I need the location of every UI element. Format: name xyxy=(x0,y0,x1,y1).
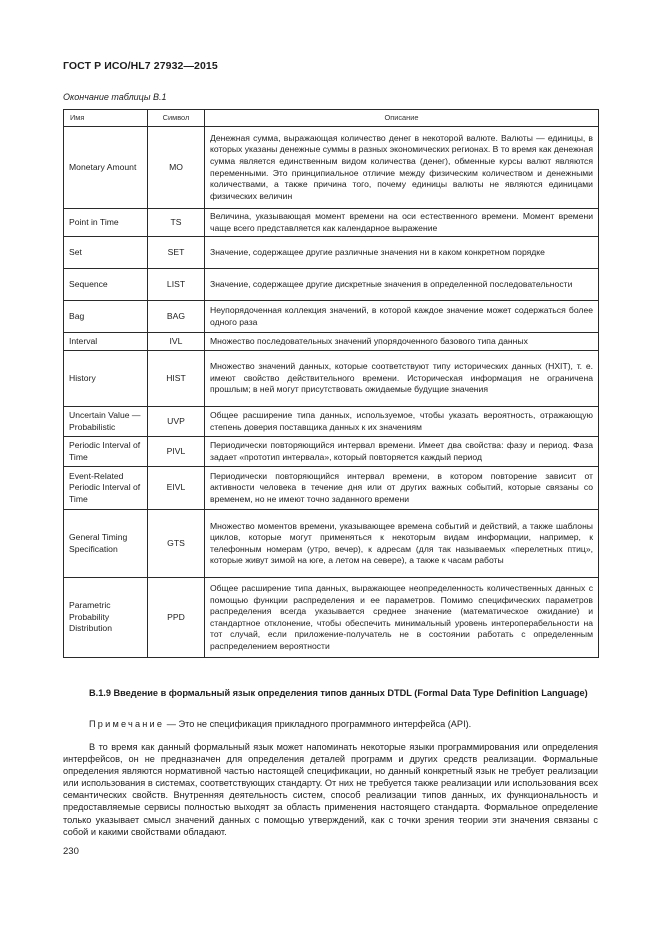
row-symbol: EIVL xyxy=(148,467,205,510)
row-name: Bag xyxy=(64,301,148,333)
table-row xyxy=(64,127,599,209)
table-row xyxy=(64,269,599,301)
row-description: Величина, указывающая момент времени на оси естественного времени. Момент времени чаще всего представляется как календарное выражение xyxy=(205,209,599,237)
row-symbol: HIST xyxy=(148,351,205,407)
row-name: Monetary Amount xyxy=(64,127,148,209)
row-description: Денежная сумма, выражающая количество денег в некоторой валюте. Валюты — единицы, в которых указаны денежные суммы в разных экономических регионах. В то время как денежная сумма является единственным видом количества (денег), обменные курсы валют являются переменными. Это принципиальное отличие между физическим количеством и денежными количествами, а также причина того, почему единицы валюты не являются единицами физических величин xyxy=(205,127,599,209)
row-symbol: LIST xyxy=(148,269,205,301)
table-row xyxy=(64,237,599,269)
row-description: Значение, содержащее другие дискретные значения в определенной последовательности xyxy=(205,269,599,301)
row-symbol: BAG xyxy=(148,301,205,333)
row-name: Sequence xyxy=(64,269,148,301)
row-symbol: UVP xyxy=(148,407,205,437)
row-name: General Timing Specification xyxy=(64,510,148,578)
row-name: Parametric Probability Distribution xyxy=(64,578,148,658)
note-label: Примечание xyxy=(89,719,165,729)
table-row xyxy=(64,510,599,578)
row-symbol: GTS xyxy=(148,510,205,578)
row-description: Неупорядоченная коллекция значений, в которой каждое значение может содержаться более одного раза xyxy=(205,301,599,333)
column-header-name: Имя xyxy=(64,110,148,127)
row-name: Event-Related Periodic Interval of Time xyxy=(64,467,148,510)
row-symbol: PPD xyxy=(148,578,205,658)
column-header-description: Описание xyxy=(205,110,599,127)
row-description: Множество последовательных значений упорядоченного базового типа данных xyxy=(205,333,599,351)
row-symbol: PIVL xyxy=(148,437,205,467)
table-row xyxy=(64,301,599,333)
row-description: Общее расширение типа данных, используемое, чтобы указать вероятность, отражающую степень доверия поставщика данных к их значениям xyxy=(205,407,599,437)
row-name: Point in Time xyxy=(64,209,148,237)
row-symbol: MO xyxy=(148,127,205,209)
table-row xyxy=(64,333,599,351)
table-row xyxy=(64,209,599,237)
table-caption: Окончание таблицы В.1 xyxy=(63,92,167,102)
row-name: Interval xyxy=(64,333,148,351)
body-paragraph: В то время как данный формальный язык может напоминать некоторые языки программирования или определения интерфейсов, он не предназначен для определения деталей программ и других средств реализации. Формальные определения являются нормативной частью настоящей спецификации, но данный конкретный язык не требует реализации или использования в системах, соответствующих стандарту. От них не требуется также реализации или использования всех семантических свойств. Внутренняя деятельность систем, способ реализации типов данных, их функциональность и предоставляемые сервисы полностью выходят за область применения настоящего стандарта. Формальное определение только указывает смысл значений данных с помощью утверждений, как с точки зрения теории эти значения связаны с собой и какими свойствами обладают. xyxy=(63,742,598,837)
row-symbol: TS xyxy=(148,209,205,237)
row-description: Множество моментов времени, указывающее времена событий и действий, а также шаблоны циклов, которые могут применяться к некоторым видам информации, например, к телефонным номерам (утро, вечер), к адресам (для так называемых «перелетных птиц», которые живут зимой на юге, а летом на севере), а также к часам работы xyxy=(205,510,599,578)
section-heading: В.1.9 Введение в формальный язык определения типов данных DTDL (Formal Data Type Definition Language) xyxy=(89,688,588,698)
data-types-table xyxy=(63,109,599,658)
table-row xyxy=(64,351,599,407)
row-name: History xyxy=(64,351,148,407)
row-symbol: IVL xyxy=(148,333,205,351)
row-description: Значение, содержащее другие различные значения ни в каком конкретном порядке xyxy=(205,237,599,269)
table-row xyxy=(64,467,599,510)
row-description: Множество значений данных, которые соответствуют типу исторических данных (HXIT), т. е. имеют свойство действительного времени. Историческая информация не ограничена прошлым; в ней могут присутствовать ожидаемые будущие значения xyxy=(205,351,599,407)
row-description: Общее расширение типа данных, выражающее неопределенность количественных данных с помощью функции распределения и ее параметров. Помимо специфических параметров распределения всегда указывается среднее значение (математическое ожидание) и стандартное отклонение, чтобы обеспечить минимальный уровень интероперабельности на тот случай, если приложение-получатель не в состоянии работать с определенным распределением вероятности xyxy=(205,578,599,658)
table-row xyxy=(64,578,599,658)
document-header: ГОСТ Р ИСО/HL7 27932—2015 xyxy=(63,60,218,72)
row-name: Uncertain Value — Probabilistic xyxy=(64,407,148,437)
row-symbol: SET xyxy=(148,237,205,269)
table-row xyxy=(64,437,599,467)
column-header-symbol: Символ xyxy=(148,110,205,127)
row-name: Set xyxy=(64,237,148,269)
row-description: Периодически повторяющийся интервал времени, в котором повторение зависит от активности человека в течение дня или от других важных событий, которые связаны со временем, но не имеют точно заданного времени xyxy=(205,467,599,510)
row-description: Периодически повторяющийся интервал времени. Имеет два свойства: фазу и период. Фаза задает «прототип интервала», который повторяется каждый период xyxy=(205,437,599,467)
row-name: Periodic Interval of Time xyxy=(64,437,148,467)
page-number: 230 xyxy=(63,846,79,857)
note xyxy=(89,718,598,730)
table-row xyxy=(64,407,599,437)
note-text: — Это не спецификация прикладного программного интерфейса (API). xyxy=(164,719,472,729)
table-header-row xyxy=(64,110,599,127)
